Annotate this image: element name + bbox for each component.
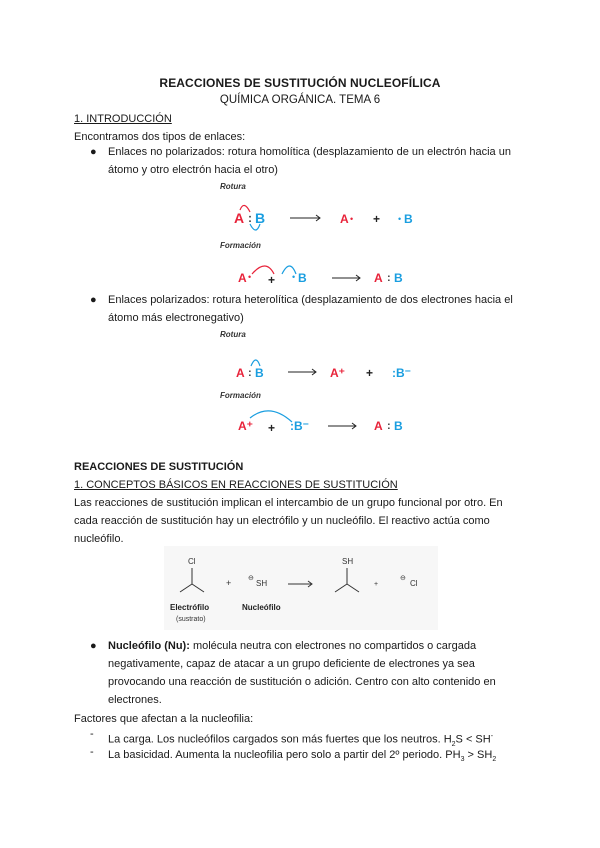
bullet-nucleofilo <box>108 637 528 709</box>
radical-dot: • <box>292 272 296 282</box>
radical-B: B <box>404 212 413 226</box>
document-subtitle: QUÍMICA ORGÁNICA. TEMA 6 <box>219 94 381 106</box>
dash-marker: - <box>90 746 94 758</box>
nucleofilo-line: negativamente, capaz de atacar a un grupo deficiente de electrones ya sea <box>108 658 475 670</box>
anion-B: :B⁻ <box>392 366 411 380</box>
figure-homolitica <box>210 178 430 288</box>
atom-B: B <box>394 271 403 285</box>
nucleofilo-line <box>108 637 528 655</box>
figure-sustitucion <box>164 546 438 630</box>
bullet-no-polarizados <box>108 143 528 179</box>
bullet-line: átomo más electronegativo) <box>108 312 244 324</box>
nucleofilo-label: Nucleófilo <box>242 603 281 612</box>
subscript: 2 <box>492 756 497 764</box>
atom-A: A <box>234 210 245 226</box>
bullet-polarizados <box>108 291 528 327</box>
atom-A: A <box>374 419 383 433</box>
dash-marker: - <box>90 728 94 740</box>
factor-basicidad <box>108 746 496 769</box>
factor-text: La basicidad. Aumenta la nucleofilia pero solo a partir del 2º periodo. PH <box>108 749 461 761</box>
negative-charge: ⊖ <box>400 575 406 582</box>
section-heading-sustitucion: REACCIONES DE SUSTITUCIÓN <box>74 461 244 473</box>
subscript: 3 <box>460 756 465 764</box>
bullet-line: Enlaces no polarizados: rotura homolítica (desplazamiento de un electrón hacia un <box>108 146 511 158</box>
formacion-label: Formación <box>220 241 261 250</box>
intro-text: Encontramos dos tipos de enlaces: <box>74 131 246 143</box>
bond-colon: : <box>248 211 252 225</box>
nucleofilo-term: Nucleófilo (Nu): <box>108 640 190 652</box>
bullet-dot: ● <box>90 640 97 652</box>
atom-B: B <box>298 271 307 285</box>
formacion-label: Formación <box>220 391 261 400</box>
document-title: REACCIONES DE SUSTITUCIÓN NUCLEOFÍLICA <box>159 76 441 90</box>
plus-sign: + <box>268 421 276 435</box>
negative-charge: ⊖ <box>248 575 254 582</box>
atom-B: B <box>255 366 264 380</box>
bullet-dot: ● <box>90 146 97 158</box>
bullet-dot: ● <box>90 294 97 306</box>
plus-sign: + <box>374 581 379 588</box>
radical-dot: • <box>350 214 354 224</box>
factor-text: La carga. Los nucleófilos cargados son más fuertes que los neutros. H <box>108 733 452 746</box>
electrofilo-label: Electrófilo <box>170 603 210 612</box>
cation-A: A⁺ <box>330 366 345 380</box>
plus-sign: + <box>226 578 232 588</box>
sustrato-label: (sustrato) <box>176 616 206 623</box>
factor-text: > SH <box>464 749 493 761</box>
cation-A: A⁺ <box>238 419 253 433</box>
atom-B: B <box>394 419 403 433</box>
thiolate-label: SH <box>256 579 268 588</box>
factores-intro: Factores que afectan a la nucleofilia: <box>74 713 254 725</box>
paragraph-line: Las reacciones de sustitución implican el intercambio de un grupo funcional por otro. En <box>74 497 503 509</box>
nucleofilo-line: electrones. <box>108 694 162 706</box>
chloride-label: Cl <box>410 579 418 588</box>
figure-heterolitica <box>210 326 430 440</box>
subsection-heading: 1. CONCEPTOS BÁSICOS EN REACCIONES DE SUSTITUCIÓN <box>74 479 398 491</box>
anion-B: :B⁻ <box>290 419 309 433</box>
paragraph-line: cada reacción de sustitución hay un electrófilo y un nucleófilo. El reactivo actúa como <box>74 515 490 527</box>
radical-dot: • <box>248 272 252 282</box>
bond-colon: : <box>387 272 391 284</box>
bond-colon: : <box>387 420 391 432</box>
paragraph-line: nucleófilo. <box>74 533 124 545</box>
superscript: - <box>490 733 494 740</box>
subscript: 2 <box>451 740 456 748</box>
atom-B: B <box>255 210 266 226</box>
radical-A: A <box>340 212 349 226</box>
plus-sign: + <box>268 273 276 287</box>
nucleofilo-line: provocando una reacción de sustitución o adición. Centro con alto contenido en <box>108 676 496 688</box>
thiol-label: SH <box>342 557 354 566</box>
nucleofilo-text: molécula neutra con electrones no compartidos o cargada <box>192 640 477 652</box>
rotura-label: Rotura <box>220 182 246 191</box>
radical-dot: • <box>398 214 402 224</box>
bullet-line: Enlaces polarizados: rotura heterolítica (desplazamiento de dos electrones hacia el <box>108 294 513 306</box>
atom-A: A <box>238 271 247 285</box>
bond-colon: : <box>248 367 252 379</box>
bullet-line: átomo y otro electrón hacia el otro) <box>108 164 278 176</box>
chlorine-label: Cl <box>188 557 196 566</box>
section-heading-introduccion: 1. INTRODUCCIÓN <box>74 113 172 125</box>
plus-sign: + <box>373 212 381 226</box>
factor-text: S < SH <box>455 733 491 746</box>
atom-A: A <box>374 271 383 285</box>
plus-sign: + <box>366 366 374 380</box>
atom-A: A <box>236 366 245 380</box>
rotura-label: Rotura <box>220 330 246 339</box>
